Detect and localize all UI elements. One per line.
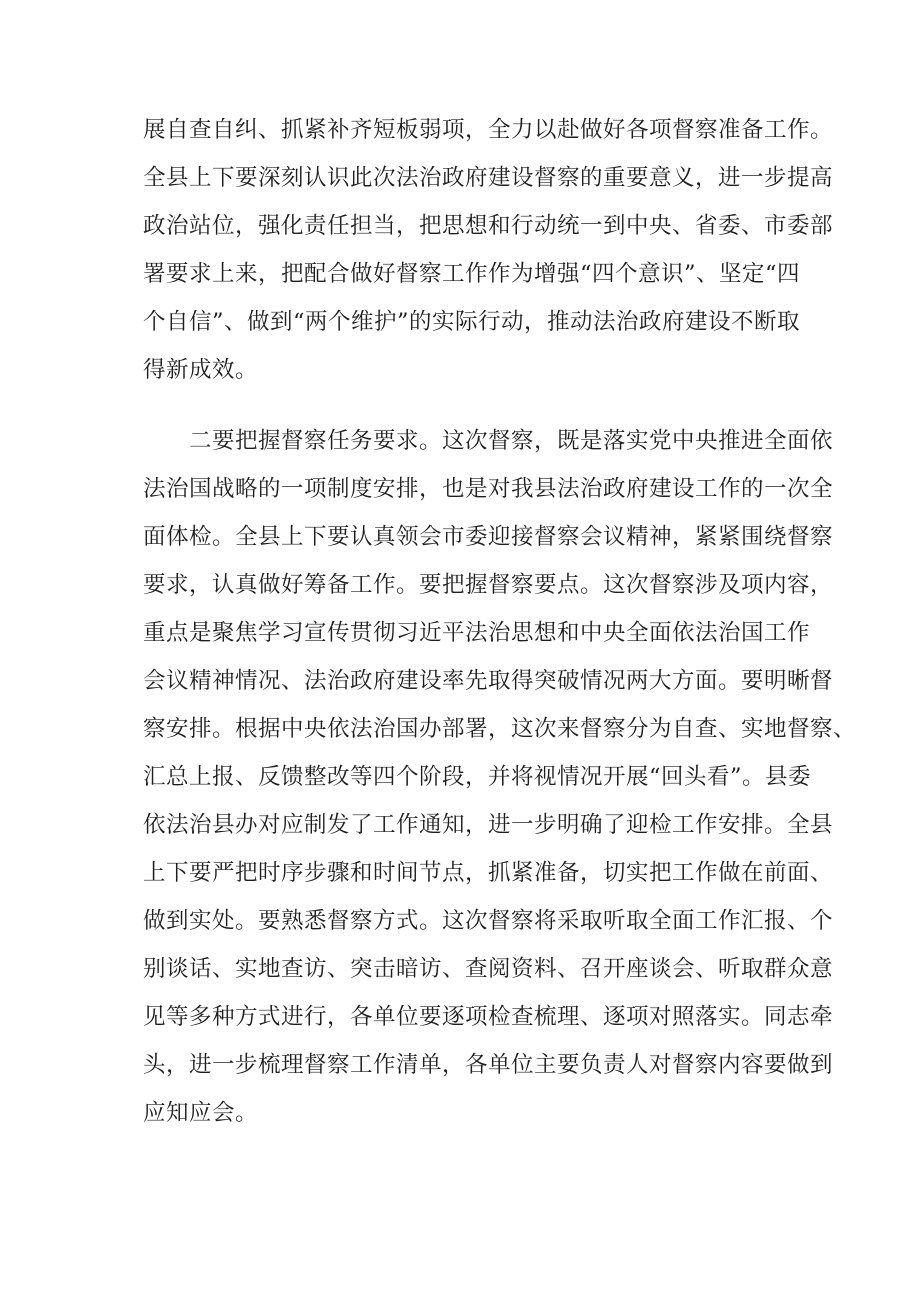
text-line: 面体检。全县上下要认真领会市委迎接督察会议精神，紧紧围绕督察 (143, 524, 834, 550)
text-line: 汇总上报、反馈整改等四个阶段，并将视情况开展“回头看”。县委 (143, 764, 812, 790)
text-line: 法治国战略的一项制度安排，也是对我县法治政府建设工作的一次全 (143, 476, 834, 502)
text-line: 要求，认真做好筹备工作。要把握督察要点。这次督察涉及项内容， (143, 572, 834, 598)
text-line: 头，进一步梳理督察工作清单，各单位主要负责人对督察内容要做到 (143, 1052, 834, 1078)
text-line: 应知应会。 (143, 1100, 259, 1126)
text-line: 依法治县办对应制发了工作通知，进一步明确了迎检工作安排。全县 (143, 812, 834, 838)
text-line: 见等多种方式进行，各单位要逐项检查梳理、逐项对照落实。同志牵 (143, 1004, 834, 1030)
paragraph-1 (143, 106, 834, 394)
text-line: 个自信”、做到“两个维护”的实际行动，推动法治政府建设不断取 (143, 309, 801, 335)
text-line: 做到实处。要熟悉督察方式。这次督察将采取听取全面工作汇报、个 (143, 908, 834, 934)
text-line: 得新成效。 (143, 357, 259, 383)
text-line: 重点是聚焦学习宣传贯彻习近平法治思想和中央全面依法治国工作 (143, 620, 811, 646)
text-line: 别谈话、实地查访、突击暗访、查阅资料、召开座谈会、听取群众意 (143, 956, 834, 982)
text-line: 会议精神情况、法治政府建设率先取得突破情况两大方面。要明晰督 (143, 668, 834, 694)
text-line: 署要求上来，把配合做好督察工作作为增强“四个意识”、坚定“四 (143, 261, 801, 287)
text-line: 全县上下要深刻认识此次法治政府建设督察的重要意义，进一步提高 (143, 165, 834, 191)
paragraph-2 (143, 417, 857, 1137)
text-line: 展自查自纠、抓紧补齐短板弱项，全力以赴做好各项督察准备工作。 (143, 117, 834, 143)
text-line: 察安排。根据中央依法治国办部署，这次来督察分为自查、实地督察、 (143, 716, 857, 742)
text-line: 二要把握督察任务要求。这次督察，既是落实党中央推进全面依 (143, 428, 834, 454)
text-line: 政治站位，强化责任担当，把思想和行动统一到中央、省委、市委部 (143, 213, 834, 239)
text-line: 上下要严把时序步骤和时间节点，抓紧准备，切实把工作做在前面、 (143, 860, 834, 886)
